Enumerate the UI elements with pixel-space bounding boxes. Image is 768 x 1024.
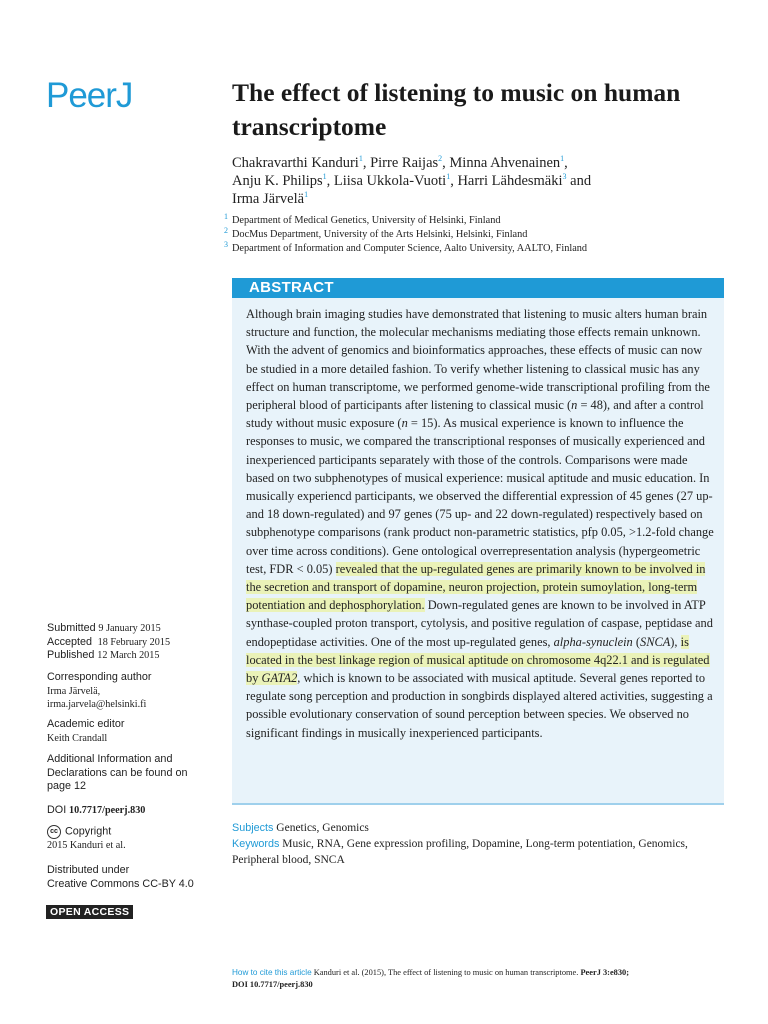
academic-editor bbox=[47, 718, 124, 745]
affiliation bbox=[224, 225, 744, 242]
affiliation-num: 2 bbox=[224, 225, 228, 235]
author-affil-sup: 2 bbox=[438, 154, 443, 164]
published-label: Published bbox=[47, 649, 95, 661]
citation bbox=[232, 967, 732, 991]
abstract-var: n bbox=[401, 416, 408, 431]
gene-name: alpha-synuclein bbox=[553, 634, 633, 649]
author-name: Chakravarthi Kanduri bbox=[232, 155, 359, 171]
author-sep: , bbox=[362, 155, 371, 171]
abstract-header bbox=[232, 278, 724, 298]
author-list bbox=[232, 154, 652, 208]
abstract-segment: ( bbox=[632, 634, 640, 649]
citation-label: How to cite this article bbox=[232, 968, 312, 977]
submission-dates bbox=[47, 622, 170, 663]
abstract-heading: ABSTRACT bbox=[249, 279, 334, 296]
editor-label: Academic editor bbox=[47, 718, 125, 730]
additional-info: Additional Information and Declarations can be found on page 12 bbox=[47, 753, 188, 792]
affiliation-text: DocMus Department, University of the Arts Helsinki, Helsinki, Finland bbox=[232, 229, 528, 240]
author-name: Pirre Raijas bbox=[370, 155, 439, 171]
gene-name-highlight: GATA2 bbox=[261, 671, 298, 686]
affiliation bbox=[224, 239, 744, 256]
subjects-keywords bbox=[232, 820, 732, 868]
abstract-var: n bbox=[571, 398, 578, 413]
abstract-segment: = 48), and after a control study without music exposure ( bbox=[246, 398, 704, 431]
author-sep: , bbox=[450, 173, 458, 189]
abstract-highlight: is located in the best linkage region of musical aptitude on chromosome 4q22.1 and is regulated by bbox=[246, 634, 710, 686]
gene-abbr: SNCA bbox=[640, 634, 671, 649]
author-affil-sup: 3 bbox=[562, 172, 567, 182]
abstract-segment: Although brain imaging studies have demonstrated that listening to music alters human brain structure and function, the molecular mechanisms mediating those effects remain unknown. With the advent of genomics and bioinformatics approaches, these effects of music can now be studied in a more detailed fashion. To verify whether listening to classical music has any effect on human transcriptome, we performed genome-wide transcriptional profiling from the peripheral blood of participants after listening to classical music ( bbox=[246, 307, 710, 413]
author-name: Harri Lähdesmäki bbox=[457, 173, 563, 189]
abstract-text bbox=[246, 305, 716, 742]
distributed-label: Distributed under bbox=[47, 864, 130, 876]
accepted-date: 18 February 2015 bbox=[97, 636, 171, 648]
submitted-label: Submitted bbox=[47, 622, 96, 634]
abstract-segment: = 15). As musical experience is known to influence the responses to music, we compared the transcriptional responses of musically experienced and inexperienced participants separately with those of the controls. Comparisons were made based on two subphenotypes of musical experience: musical aptitude and music education. In musically experiencd participants, we observed the differential expression of 45 genes (27 up- and 18 down-regulated) and 97 genes (75 up- and 22 down-regulated) respectively based on subphenotype comparisons (rank product non-parametric statistics, pfp 0.05, >1.2-fold change over time across conditions). Gene ontological overrepresentation analysis (hypergeometric test, FDR < 0.05) bbox=[246, 416, 714, 576]
author-name: Anju K. Philips bbox=[232, 173, 323, 189]
abstract-segment: ), bbox=[670, 634, 681, 649]
doi-label: DOI bbox=[47, 804, 67, 816]
subjects-row bbox=[232, 820, 732, 836]
editor-name: Keith Crandall bbox=[47, 732, 108, 744]
keywords-text: Music, RNA, Gene expression profiling, Dopamine, Long-term potentiation, Genomics, Peripheral blood, SNCA bbox=[232, 838, 688, 866]
abstract-segment: Down-regulated genes are known to be involved in ATP synthase-coupled proton transport, cytolysis, and positive regulation of caspase, peptidase and endopeptidase activities. One of the most up-regulated genes, bbox=[246, 598, 713, 649]
copyright-text: 2015 Kanduri et al. bbox=[47, 840, 126, 852]
submitted-date: 9 January 2015 bbox=[98, 623, 161, 634]
author-name: Minna Ahvenainen bbox=[449, 155, 561, 171]
author-affil-sup: 1 bbox=[446, 172, 451, 182]
creative-commons-icon: cc bbox=[47, 825, 61, 839]
author-sep: and bbox=[566, 173, 592, 189]
copyright bbox=[47, 825, 126, 853]
citation-text: Kanduri et al. (2015), The effect of listening to music on human transcriptome. bbox=[313, 968, 579, 977]
affiliation-text: Department of Medical Genetics, University of Helsinki, Finland bbox=[232, 215, 501, 226]
affiliation-text: Department of Information and Computer Science, Aalto University, AALTO, Finland bbox=[232, 243, 588, 254]
author-affil-sup: 1 bbox=[560, 154, 565, 164]
author-sep: , bbox=[326, 173, 334, 189]
citation-journal: PeerJ 3:e830; bbox=[580, 968, 630, 977]
author-affil-sup: 1 bbox=[304, 190, 309, 200]
keywords-row bbox=[232, 836, 732, 868]
license-name[interactable]: Creative Commons CC-BY 4.0 bbox=[47, 877, 194, 890]
accepted-label: Accepted bbox=[47, 635, 93, 648]
abstract-segment: , which is known to be associated with musical aptitude. Several genes reported to regulate song perception and production in songbirds displayed altered activities, suggesting a possible evolutionary conservation of sound perception between species. We observed no significant findings in musically inexperienced participants. bbox=[246, 671, 713, 740]
author-name: Liisa Ukkola-Vuoti bbox=[333, 173, 447, 189]
corresponding-author bbox=[47, 671, 151, 712]
abstract-highlight: revealed that the up-regulated genes are primarily known to be involved in the secretion and transport of dopamine, neuron projection, protein sumoylation, long-term potentiation and dephosphorylation. bbox=[246, 561, 706, 613]
author-sep: , bbox=[564, 155, 568, 171]
copyright-label: Copyright bbox=[65, 825, 112, 838]
affiliation-num: 3 bbox=[224, 239, 228, 249]
author-affil-sup: 1 bbox=[322, 172, 327, 182]
doi bbox=[47, 804, 145, 818]
license bbox=[47, 864, 194, 891]
subjects-text: Genetics, Genomics bbox=[276, 822, 369, 834]
doi-value[interactable]: 10.7717/peerj.830 bbox=[69, 805, 146, 816]
affiliation-num: 1 bbox=[224, 211, 228, 221]
open-access-badge: OPEN ACCESS bbox=[46, 905, 133, 919]
author-affil-sup: 1 bbox=[358, 154, 363, 164]
citation-doi[interactable]: DOI 10.7717/peerj.830 bbox=[232, 980, 313, 989]
author-sep: , bbox=[442, 155, 450, 171]
published-date: 12 March 2015 bbox=[97, 650, 160, 661]
article-title: The effect of listening to music on human transcriptome bbox=[232, 78, 681, 141]
affiliation bbox=[224, 211, 744, 228]
keywords-label: Keywords bbox=[232, 838, 280, 850]
corr-email[interactable]: irma.jarvela@helsinki.fi bbox=[47, 699, 147, 710]
corr-name: Irma Järvelä, bbox=[47, 685, 101, 697]
author-name: Irma Järvelä bbox=[232, 191, 305, 207]
subjects-label: Subjects bbox=[232, 822, 274, 834]
peerj-logo: PeerJ bbox=[46, 76, 133, 115]
corr-label: Corresponding author bbox=[47, 671, 152, 683]
affiliation-list bbox=[224, 211, 744, 256]
